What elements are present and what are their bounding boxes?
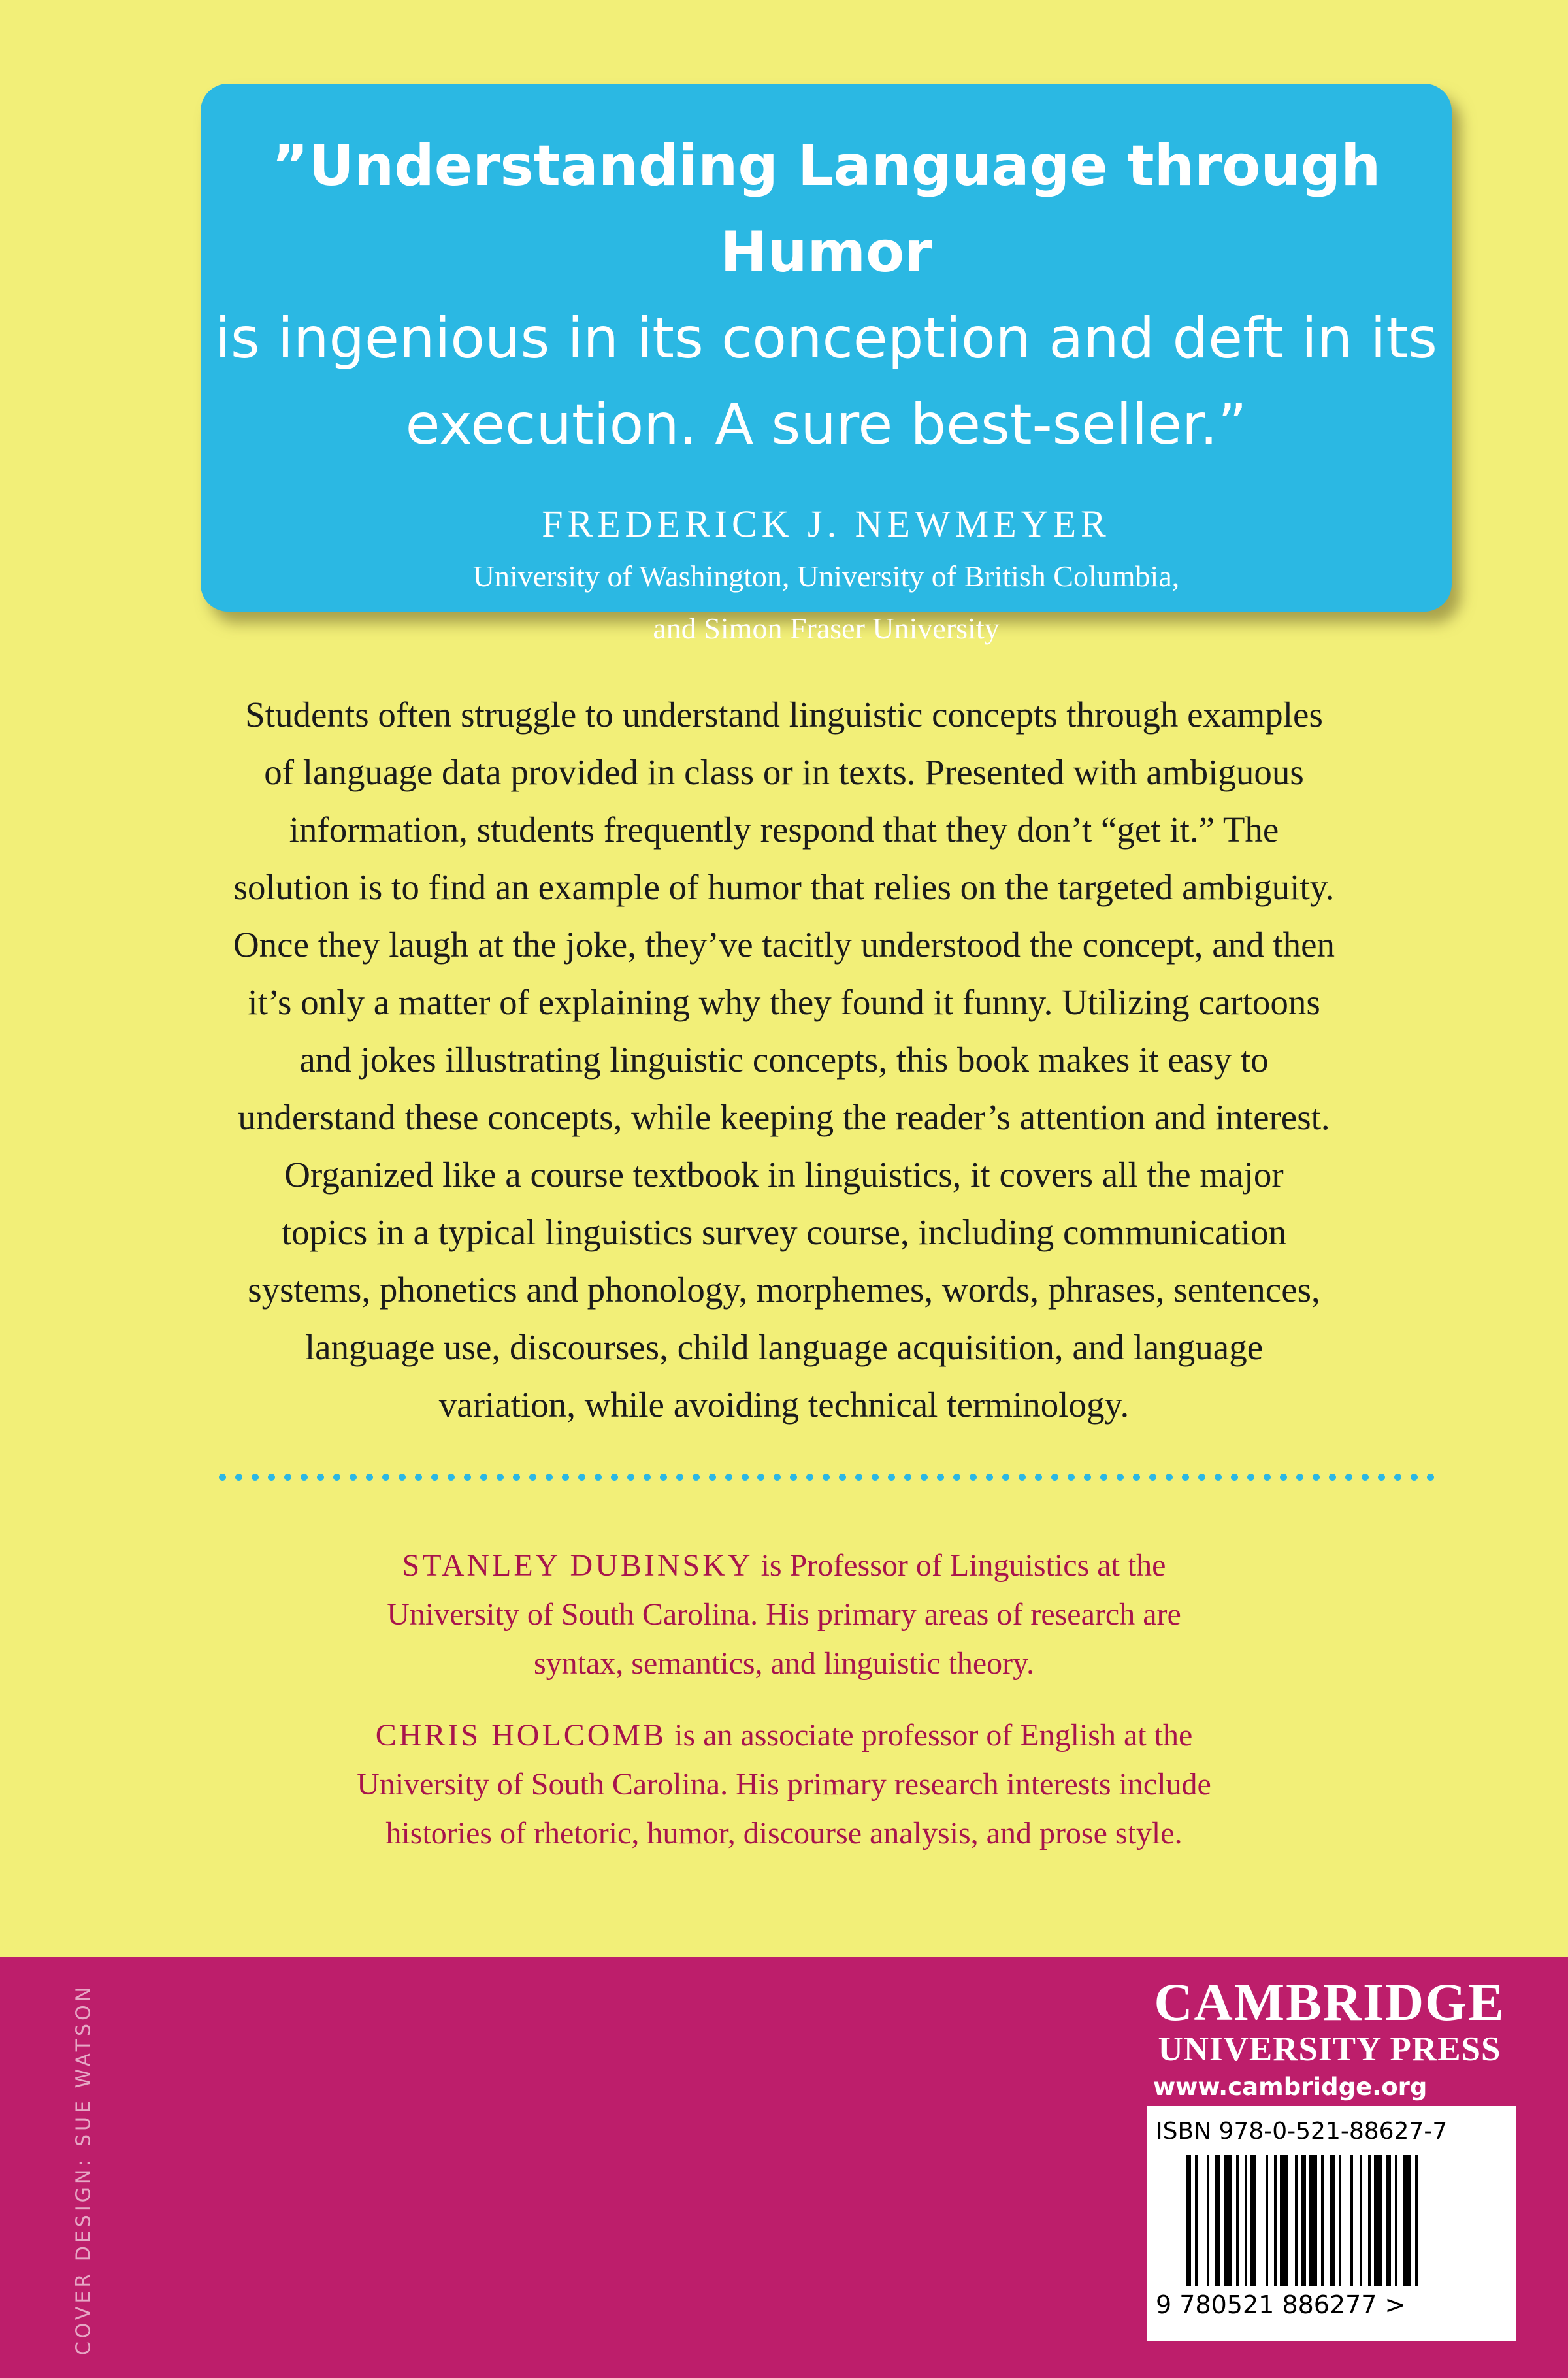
divider-dot xyxy=(953,1474,960,1481)
author-name: CHRIS HOLCOMB xyxy=(375,1718,667,1753)
barcode-bar xyxy=(1236,2155,1239,2286)
divider-dot xyxy=(1296,1474,1303,1481)
description-line: Once they laugh at the joke, they’ve tacitly understood the concept, and then xyxy=(233,925,1335,965)
divider-dot xyxy=(1051,1474,1058,1481)
divider-dot xyxy=(921,1474,928,1481)
bio-text: is Professor of Linguistics at the xyxy=(753,1548,1166,1583)
divider-dot xyxy=(1019,1474,1026,1481)
divider-dot xyxy=(562,1474,569,1481)
divider-dot xyxy=(1215,1474,1222,1481)
bio-line: University of South Carolina. His primary research interests include xyxy=(357,1767,1211,1802)
barcode-bar xyxy=(1215,2155,1220,2286)
divider-dot xyxy=(301,1474,308,1481)
barcode-bar xyxy=(1403,2155,1411,2286)
divider-dot xyxy=(350,1474,357,1481)
bio-line: histories of rhetoric, humor, discourse analysis, and prose style. xyxy=(385,1816,1183,1851)
divider-dot xyxy=(937,1474,944,1481)
divider-dot xyxy=(1100,1474,1107,1481)
barcode-bar xyxy=(1339,2155,1341,2286)
isbn-number: ISBN 978-0-521-88627-7 xyxy=(1156,2118,1448,2145)
divider-dot xyxy=(839,1474,846,1481)
barcode-bar xyxy=(1350,2155,1353,2286)
description-line: it’s only a matter of explaining why they found it funny. Utilizing cartoons xyxy=(248,982,1320,1022)
barcode-bar xyxy=(1274,2155,1277,2286)
divider-dot xyxy=(448,1474,455,1481)
isbn-barcode xyxy=(1147,2106,1516,2341)
divider-dot xyxy=(1182,1474,1189,1481)
barcode-bar xyxy=(1250,2155,1256,2286)
divider-dot xyxy=(595,1474,602,1481)
description-line: topics in a typical linguistics survey course, including communication xyxy=(281,1212,1287,1252)
dotted-divider xyxy=(219,1474,1434,1483)
divider-dot xyxy=(317,1474,324,1481)
divider-dot xyxy=(1313,1474,1320,1481)
description-line: Organized like a course textbook in linguistics, it covers all the major xyxy=(284,1155,1284,1195)
divider-dot xyxy=(855,1474,862,1481)
description-line: solution is to find an example of humor that relies on the targeted ambiguity. xyxy=(233,867,1335,907)
description-line: Students often struggle to understand linguistic concepts through examples xyxy=(245,695,1323,735)
divider-dot xyxy=(1035,1474,1042,1481)
divider-dot xyxy=(644,1474,651,1481)
divider-dot xyxy=(252,1474,259,1481)
divider-dot xyxy=(464,1474,471,1481)
divider-dot xyxy=(366,1474,373,1481)
divider-dot xyxy=(333,1474,340,1481)
quote-line: is ingenious in its conception and deft in its xyxy=(215,306,1437,371)
bio-line xyxy=(261,1711,1307,1760)
divider-dot xyxy=(480,1474,487,1481)
publisher-url: www.cambridge.org xyxy=(1153,2073,1428,2101)
divider-dot xyxy=(806,1474,813,1481)
divider-dot xyxy=(1231,1474,1238,1481)
barcode-bar xyxy=(1245,2155,1247,2286)
divider-dot xyxy=(578,1474,585,1481)
divider-dot xyxy=(888,1474,895,1481)
divider-dot xyxy=(872,1474,879,1481)
description-line: language use, discourses, child language acquisition, and language xyxy=(304,1327,1264,1367)
divider-dot xyxy=(774,1474,781,1481)
divider-dot xyxy=(399,1474,406,1481)
quote-line: execution. A sure best-seller.” xyxy=(405,392,1247,457)
divider-dot xyxy=(904,1474,911,1481)
divider-dot xyxy=(1149,1474,1156,1481)
barcode-bar xyxy=(1368,2155,1371,2286)
barcode-bar xyxy=(1195,2155,1198,2286)
divider-dot xyxy=(725,1474,732,1481)
barcode-bar xyxy=(1266,2155,1268,2286)
barcode-bar xyxy=(1301,2155,1306,2286)
divider-dot xyxy=(1394,1474,1401,1481)
description-line: systems, phonetics and phonology, morphemes, words, phrases, sentences, xyxy=(248,1270,1320,1310)
divider-dot xyxy=(284,1474,291,1481)
quote-affiliation: and Simon Fraser University xyxy=(653,612,1000,645)
barcode-bar xyxy=(1295,2155,1298,2286)
divider-dot xyxy=(1084,1474,1091,1481)
divider-dot xyxy=(1345,1474,1352,1481)
barcode-bar xyxy=(1207,2155,1209,2286)
divider-dot xyxy=(627,1474,634,1481)
divider-dot xyxy=(268,1474,275,1481)
divider-dot xyxy=(497,1474,504,1481)
divider-dot xyxy=(546,1474,553,1481)
bio-text: is an associate professor of English at the xyxy=(666,1718,1193,1753)
divider-dot xyxy=(693,1474,700,1481)
description-line: and jokes illustrating linguistic concepts, this book makes it easy to xyxy=(299,1040,1269,1080)
description-line: of language data provided in class or in texts. Presented with ambiguous xyxy=(264,752,1304,792)
description-line: variation, while avoiding technical terminology. xyxy=(438,1385,1130,1425)
barcode-bar xyxy=(1309,2155,1317,2286)
bio-line: University of South Carolina. His primary areas of research are xyxy=(387,1597,1181,1632)
divider-dot xyxy=(1166,1474,1173,1481)
divider-dot xyxy=(660,1474,667,1481)
author-bio-holcomb xyxy=(261,1711,1307,1858)
book-description xyxy=(196,686,1372,1434)
divider-dot xyxy=(790,1474,797,1481)
quote-affiliation: University of Washington, University of British Columbia, xyxy=(472,559,1180,593)
barcode-bar xyxy=(1280,2155,1288,2286)
description-line: understand these concepts, while keeping the reader’s attention and interest. xyxy=(238,1097,1330,1137)
divider-dot xyxy=(709,1474,716,1481)
quote-line: ”Understanding Language through Humor xyxy=(271,133,1381,285)
divider-dot xyxy=(1133,1474,1140,1481)
divider-dot xyxy=(1427,1474,1434,1481)
divider-dot xyxy=(1264,1474,1271,1481)
barcode-bar xyxy=(1395,2155,1397,2286)
publisher-logo xyxy=(1147,1973,1512,2107)
divider-dot xyxy=(1329,1474,1336,1481)
divider-dot xyxy=(970,1474,977,1481)
divider-dot xyxy=(1068,1474,1075,1481)
barcode-bar xyxy=(1321,2155,1324,2286)
divider-dot xyxy=(513,1474,520,1481)
divider-dot xyxy=(382,1474,389,1481)
author-name: STANLEY DUBINSKY xyxy=(402,1548,753,1583)
barcode-bar xyxy=(1386,2155,1391,2286)
divider-dot xyxy=(823,1474,830,1481)
publisher-name: CAMBRIDGE xyxy=(1154,1972,1505,2032)
description-line: information, students frequently respond that they don’t “get it.” The xyxy=(289,810,1279,850)
barcode-number: 9 780521 886277 > xyxy=(1156,2290,1406,2319)
divider-dot xyxy=(742,1474,749,1481)
barcode-bar xyxy=(1186,2155,1191,2286)
publisher-subtitle: UNIVERSITY PRESS xyxy=(1158,2030,1501,2068)
bio-line: syntax, semantics, and linguistic theory. xyxy=(533,1646,1035,1681)
barcode-bars xyxy=(1186,2155,1487,2286)
barcode-bar xyxy=(1374,2155,1382,2286)
divider-dot xyxy=(1198,1474,1205,1481)
divider-dot xyxy=(235,1474,242,1481)
divider-dot xyxy=(1117,1474,1124,1481)
barcode-bar xyxy=(1224,2155,1232,2286)
divider-dot xyxy=(1411,1474,1418,1481)
divider-dot xyxy=(1378,1474,1385,1481)
divider-dot xyxy=(757,1474,764,1481)
divider-dot xyxy=(611,1474,618,1481)
barcode-bar xyxy=(1330,2155,1335,2286)
bio-line xyxy=(261,1541,1307,1590)
divider-dot xyxy=(1247,1474,1254,1481)
divider-dot xyxy=(529,1474,536,1481)
barcode-bar xyxy=(1415,2155,1418,2286)
quote-author: FREDERICK J. NEWMEYER xyxy=(542,503,1111,545)
divider-dot xyxy=(431,1474,438,1481)
divider-dot xyxy=(219,1474,226,1481)
endorsement-quote-box xyxy=(201,84,1452,645)
barcode-bar xyxy=(1360,2155,1362,2286)
cover-design-credit: COVER DESIGN: SUE WATSON xyxy=(72,1983,95,2356)
divider-dot xyxy=(986,1474,993,1481)
author-bio-dubinsky xyxy=(261,1541,1307,1688)
divider-dot xyxy=(1362,1474,1369,1481)
divider-dot xyxy=(1002,1474,1009,1481)
divider-dot xyxy=(676,1474,683,1481)
divider-dot xyxy=(415,1474,422,1481)
divider-dot xyxy=(1280,1474,1287,1481)
